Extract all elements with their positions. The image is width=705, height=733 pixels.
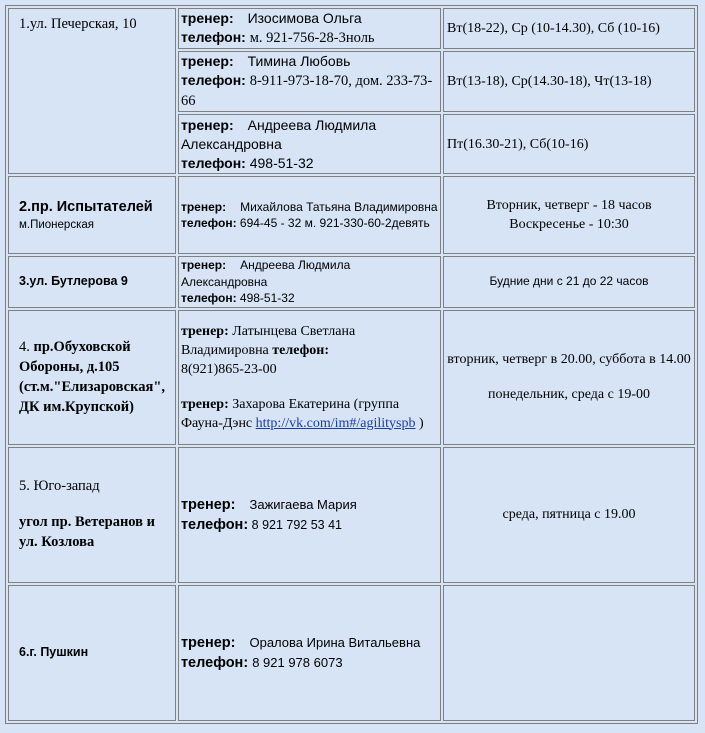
phone-value: 8-911-973-18-70, дом. 233-73-66 [180, 73, 433, 109]
days-text: вторник, четверг в 20.00, суббота в 14.00 [447, 352, 691, 367]
address-cell [8, 256, 176, 308]
days-text: Будние дни с 21 до 22 часов [489, 274, 649, 289]
address-cell [8, 585, 176, 721]
trainer-label: тренер: [180, 199, 227, 214]
days-text: Пт(16.30-21), Сб(10-16) [447, 136, 589, 152]
phone-value: 8 921 978 6073 [252, 654, 343, 670]
days-text: среда, пятница с 19.00 [502, 507, 636, 522]
trainer-label: тренер: [180, 10, 234, 26]
phone-label: телефон: [272, 342, 330, 358]
days-text: Вт(18-22), Ср (10-14.30), Сб (10-16) [447, 21, 660, 36]
phone-label: телефон: [180, 154, 246, 171]
schedule-table [5, 5, 698, 724]
address-cell [8, 176, 176, 254]
days-cell [443, 585, 695, 721]
phone-label: телефон: [180, 291, 237, 305]
address-cell [8, 310, 176, 445]
days-cell [443, 51, 695, 112]
address-cell [8, 447, 176, 583]
days-text: Воскресенье - 10:30 [509, 217, 629, 232]
trainer-label: тренер: [180, 634, 236, 651]
vk-link[interactable]: http://vk.com/im#/agilityspb [255, 415, 416, 431]
days-text: понедельник, среда с 19-00 [488, 387, 650, 402]
phone-label: телефон: [180, 72, 246, 88]
phone-value: 8(921)865-23-00 [180, 361, 277, 377]
days-cell [443, 176, 695, 254]
days-cell [443, 256, 695, 308]
phone-value: м. 921-756-28-3ноль [249, 30, 375, 46]
address-text: 3.ул. Бутлерова 9 [19, 274, 128, 289]
table-row [8, 8, 695, 49]
days-cell [443, 8, 695, 49]
days-cell [443, 447, 695, 583]
phone-label: телефон: [180, 29, 246, 45]
trainer-cell [178, 114, 441, 174]
address-detail: угол пр. Ветеранов и ул. Козлова [19, 514, 155, 550]
trainer-cell [178, 176, 441, 254]
trainer-label: тренер: [180, 396, 229, 412]
table-row [8, 256, 695, 308]
second-trainer [181, 395, 438, 433]
trainer-name: Андреева Людмила Александровна [180, 258, 351, 289]
trainer-name: Тимина Любовь [247, 53, 351, 69]
trainer-name: Изосимова Ольга [247, 10, 362, 26]
trainer-cell [178, 51, 441, 112]
address-text: 5. Юго-запад [19, 478, 100, 494]
trainer-label: тренер: [180, 496, 236, 513]
days-cell [443, 310, 695, 445]
trainer-name: Захарова Екатерина (группа Фауна-Дэнс [180, 396, 400, 431]
days-text: Вт(13-18), Ср(14.30-18), Чт(13-18) [447, 74, 652, 89]
phone-value: 498-51-32 [239, 291, 295, 305]
trainer-name: Андреева Людмила Александровна [180, 116, 377, 152]
trainer-label: тренер: [180, 116, 234, 133]
metro-station: м.Пионерская [19, 218, 94, 231]
address-cell [8, 8, 176, 174]
phone-value: 694-45 - 32 м. 921-330-60-2девять [239, 216, 430, 230]
trainer-name: Оралова Ирина Витальевна [249, 634, 421, 650]
trainer-label: тренер: [180, 323, 229, 339]
trainer-name: Михайлова Татьяна Владимировна [240, 199, 438, 214]
table-row [8, 585, 695, 721]
days-text: Вторник, четверг - 18 часов [486, 198, 652, 213]
phone-value: 8 921 792 53 41 [251, 517, 343, 532]
address-text: 2.пр. Испытателей [19, 198, 153, 215]
phone-label: телефон: [180, 516, 249, 533]
trainer-label: тренер: [180, 53, 234, 69]
address-text: 6.г. Пушкин [19, 645, 89, 659]
trainer-cell [178, 310, 441, 445]
trainer-cell [178, 447, 441, 583]
table-row [8, 447, 695, 583]
trainer-label: тренер: [180, 258, 227, 272]
trainer-name: Зажигаева Мария [249, 496, 357, 512]
days-cell [443, 114, 695, 174]
phone-value: 498-51-32 [249, 154, 314, 171]
trainer-cell [178, 585, 441, 721]
trainer-cell [178, 256, 441, 308]
table-row [8, 176, 695, 254]
address-prefix: 4. [19, 339, 34, 355]
phone-label: телефон: [180, 216, 237, 230]
address-text: пр.Обуховской Обороны, д.105 (ст.м."Елизаровская", ДК им.Крупской) [19, 339, 166, 415]
phone-label: телефон: [180, 654, 249, 671]
trainer-cell [178, 8, 441, 49]
address-text: 1.ул. Печерская, 10 [19, 16, 137, 32]
trainer-name: Латынцева Светлана Владимировна [180, 323, 356, 358]
table-row [8, 310, 695, 445]
closing-paren: ) [415, 415, 424, 431]
